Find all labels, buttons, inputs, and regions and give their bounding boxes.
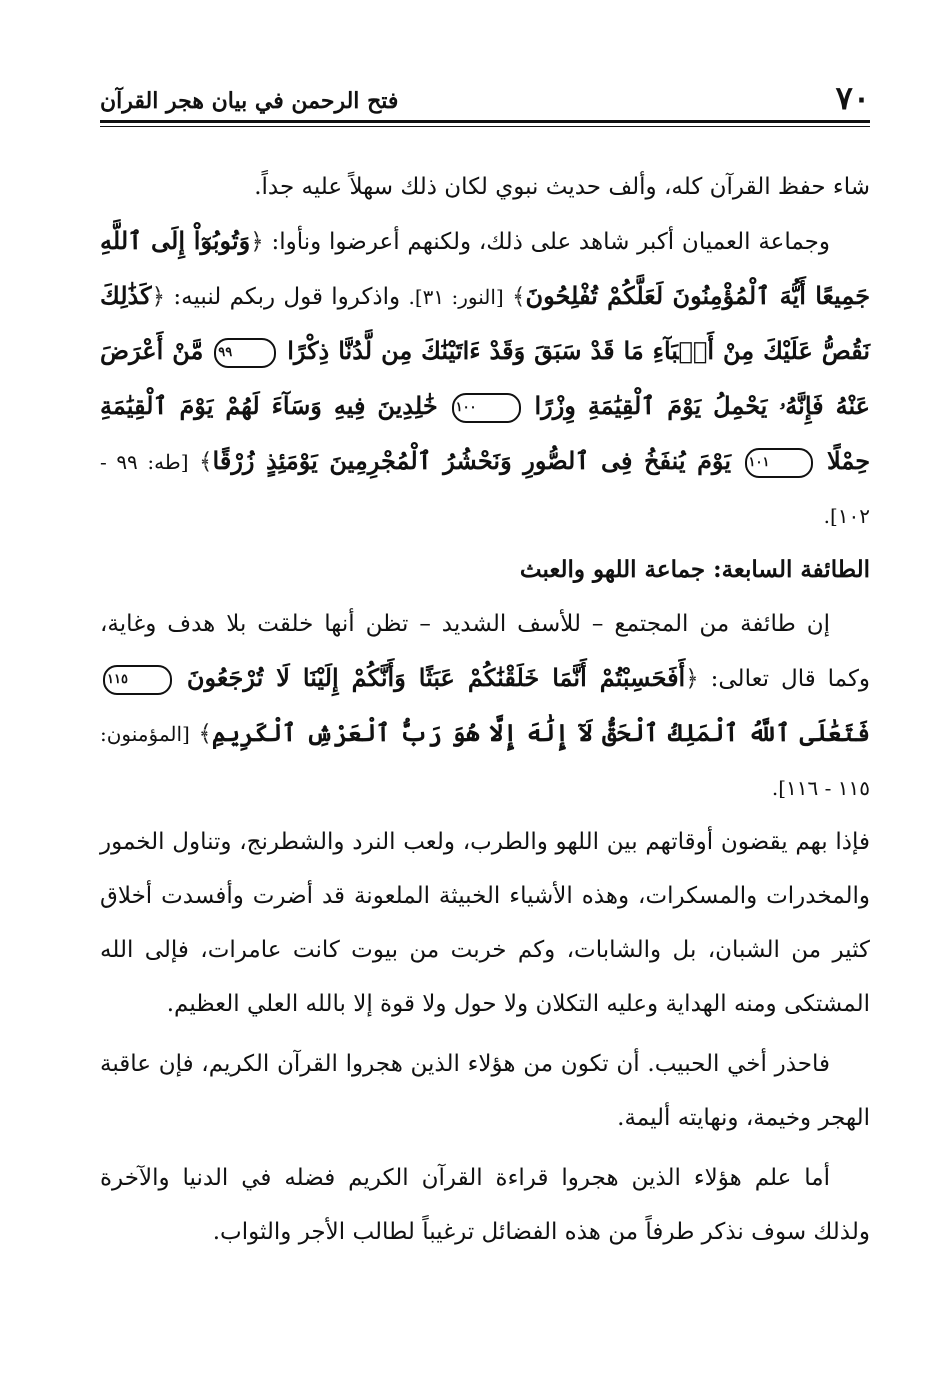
quran-verse-taha-101: خَٰلِدِينَ فِيهِ وَسَآءَ لَهُمْ يَوْمَ ٱلْقِيَٰمَةِ حِمْلًا [100,391,871,475]
paragraph-6 [100,1151,870,1259]
quran-bracket-open: ﴿ [685,666,699,692]
page-header [100,78,870,124]
quran-verse-muminun-115: أَفَحَسِبْتُمْ أَنَّمَا خَلَقْنَٰكُمْ عَبَثًا وَأَنَّكُمْ إِلَيْنَا لَا تُرْجَعُونَ [186,663,686,692]
paragraph-3-intro: إن طائفة من المجتمع – للأسف الشديد – تظن أنها خلقت بلا هدف وغاية، وكما قال تعالى: [100,611,870,692]
quran-bracket-open: ﴿ [151,284,166,310]
verse-reference-muminun: [المؤمنون: ١١٥ - ١١٦]. [100,722,870,800]
quran-verse-taha-102: يَوْمَ يُنفَخُ فِى ٱلصُّورِ وَنَحْشُرُ ٱلْمُجْرِمِينَ يَوْمَئِذٍ زُرْقًا [212,446,732,475]
body-text [100,160,870,1259]
paragraph-5 [100,1037,870,1145]
quran-verse-nur-31: وَتُوبُوٓاْ إِلَى ٱللَّهِ جَمِيعًا أَيُّهَ ٱلْمُؤْمِنُونَ لَعَلَّكُمْ تُفْلِحُونَ [100,226,871,310]
ayah-number-marker: ١٠١ [745,448,814,478]
page-number: ٧٠ [835,79,870,117]
quran-verse-muminun-116: فَتَعَٰلَى ٱللَّهُ ٱلْمَلِكُ ٱلْحَقُّ لَآ إِلَٰهَ إِلَّا هُوَ رَبُّ ٱلْعَرْشِ ٱلْكَرِيمِ [211,718,871,747]
paragraph-6-text: أما علم هؤلاء الذين هجروا قراءة القرآن الكريم فضله في الدنيا والآخرة ولذلك سوف نذكر طرفاً من هذه الفضائل ترغيباً لطالب الأجر والثواب. [100,1165,870,1245]
paragraph-2 [100,214,870,543]
paragraph-4-text: فإذا بهم يقضون أوقاتهم بين اللهو والطرب، ولعب النرد والشطرنج، وتناول الخمور والمخدرات والمسكرات، وهذه الأشياء الخبيثة الملعونة قد أضرت وأفسدت أخلاق كثير من الشبان، بل والشابات، وكم خربت من بيوت كانت عامرات، فإلى الله المشتكى ومنه الهداية وعليه التكلان ولا حول ولا قوة إلا بالله العلي العظيم. [100,829,870,1017]
header-rule [100,120,870,123]
verse-reference-nur: [النور: ٣١]. [408,285,504,309]
paragraph-3 [100,597,870,815]
header-rule-thin [100,126,870,127]
quran-bracket-close: ﴾ [199,449,213,475]
ayah-number-marker: ١٠٠ [452,393,521,423]
paragraph-2-intro: وجماعة العميان أكبر شاهد على ذلك، ولكنهم أعرضوا ونأوا: [271,229,831,255]
quran-verse-taha-100: مَّنْ أَعْرَضَ عَنْهُ فَإِنَّهُۥ يَحْمِلُ يَوْمَ ٱلْقِيَٰمَةِ وِزْرًا [100,336,871,420]
ayah-number-marker: ١١٥ [103,665,172,695]
paragraph-1 [100,160,870,214]
paragraph-4 [100,815,870,1031]
verse-reference-taha: [طه: ٩٩ - ١٠٢]. [100,450,870,528]
running-title: فتح الرحمن في بيان هجر القرآن [100,88,399,114]
quran-bracket-close: ﴾ [512,284,526,310]
quran-verse-taha-99: كَذَٰلِكَ نَقُصُّ عَلَيْكَ مِنْ أَنۢبَآءِ مَا قَدْ سَبَقَ وَقَدْ ءَاتَيْنَٰكَ مِن لَّدُنَّا ذِكْرًا [100,281,871,365]
paragraph-2-mid: واذكروا قول ربكم لنبيه: [173,284,401,310]
section-heading: الطائفة السابعة: جماعة اللهو والعبث [519,556,870,583]
paragraph-1-text: شاء حفظ القرآن كله، وألف حديث نبوي لكان ذلك سهلاً عليه جداً. [254,174,870,200]
ayah-number-marker: ٩٩ [214,338,276,368]
quran-bracket-open: ﴿ [250,229,264,255]
paragraph-5-text: فاحذر أخي الحبيب. أن تكون من هؤلاء الذين هجروا القرآن الكريم، فإن عاقبة الهجر وخيمة، ونهايته أليمة. [100,1051,870,1131]
quran-bracket-close: ﴾ [198,721,212,747]
